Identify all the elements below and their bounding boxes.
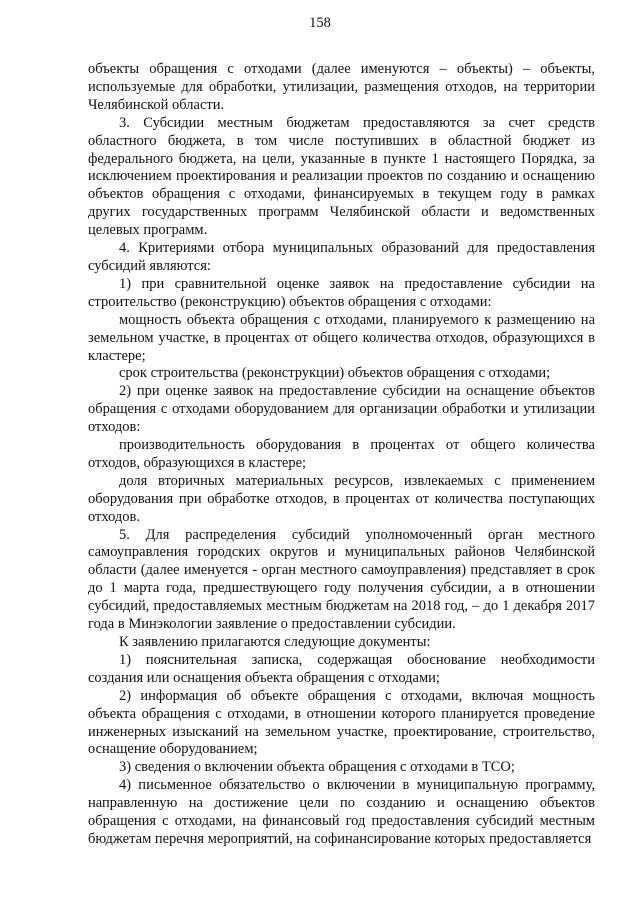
paragraph: 3. Субсидии местным бюджетам предоставляются за счет средств областного бюджета, в том числе поступивших в областной бюджет из федерального бюджета, на цели, указанные в пункте 1 настоящего Порядка, за исключением проектирования и реализации проектов по созданию и оснащению объектов обращения с отходами, финансируемых в текущем году в рамках других государственных программ Челябинской области и ведомственных целевых программ. [88, 114, 595, 239]
page-number: 158 [309, 15, 331, 31]
paragraph: 1) при сравнительной оценке заявок на предоставление субсидии на строительство (реконструкцию) объектов обращения с отходами: [88, 275, 595, 310]
paragraph: 4. Критериями отбора муниципальных образований для предоставления субсидий являются: [88, 240, 595, 274]
paragraph: мощность объекта обращения с отходами, планируемого к размещению на земельном участке, в процентах от общего количества отходов, образующихся в кластере; [88, 311, 595, 364]
document-body [88, 61, 595, 849]
paragraph: 1) пояснительная записка, содержащая обоснование необходимости создания или оснащения объекта обращения с отходами; [88, 651, 595, 686]
paragraph: 2) информация об объекте обращения с отходами, включая мощность объекта обращения с отходами, в отношении которого планируется проведение инженерных изысканий на земельном участке, проектирование, строительство, оснащение оборудованием; [88, 687, 595, 758]
paragraph: 4) письменное обязательство о включении в муниципальную программу, направленную на достижение цели по созданию и оснащению объектов обращения с отходами, на финансовый год предоставления субсидий местным бюджетам перечня мероприятий, на софинансирование которых предоставляется [88, 777, 595, 847]
paragraph: производительность оборудования в процентах от общего количества отходов, образующихся в кластере; [88, 437, 595, 471]
paragraph: объекты обращения с отходами (далее именуются – объекты) – объекты, используемые для обработки, утилизации, размещения отходов, на территории Челябинской области. [88, 61, 595, 113]
paragraph: К заявлению прилагаются следующие документы: [119, 634, 431, 650]
paragraph: срок строительства (реконструкции) объектов обращения с отходами; [119, 365, 551, 382]
paragraph: 3) сведения о включении объекта обращения с отходами в ТСО; [119, 759, 515, 776]
paragraph: 5. Для распределения субсидий уполномоченный орган местного самоуправления городских округов и муниципальных районов Челябинской области (далее именуется - орган местного самоуправления) представляет в срок до 1 марта года, предшествующего году получения субсидии, а в отношении субсидий, предоставляемых местным бюджетам на 2018 год, – до 1 декабря 2017 года в Минэкологии заявление о предоставлении субсидии. [88, 526, 595, 633]
paragraph: доля вторичных материальных ресурсов, извлекаемых с применением оборудования при обработке отходов, в процентах от количества поступающих отходов. [88, 472, 595, 525]
paragraph: 2) при оценке заявок на предоставление субсидии на оснащение объектов обращения с отходами оборудованием для организации обработки и утилизации отходов: [88, 383, 595, 436]
